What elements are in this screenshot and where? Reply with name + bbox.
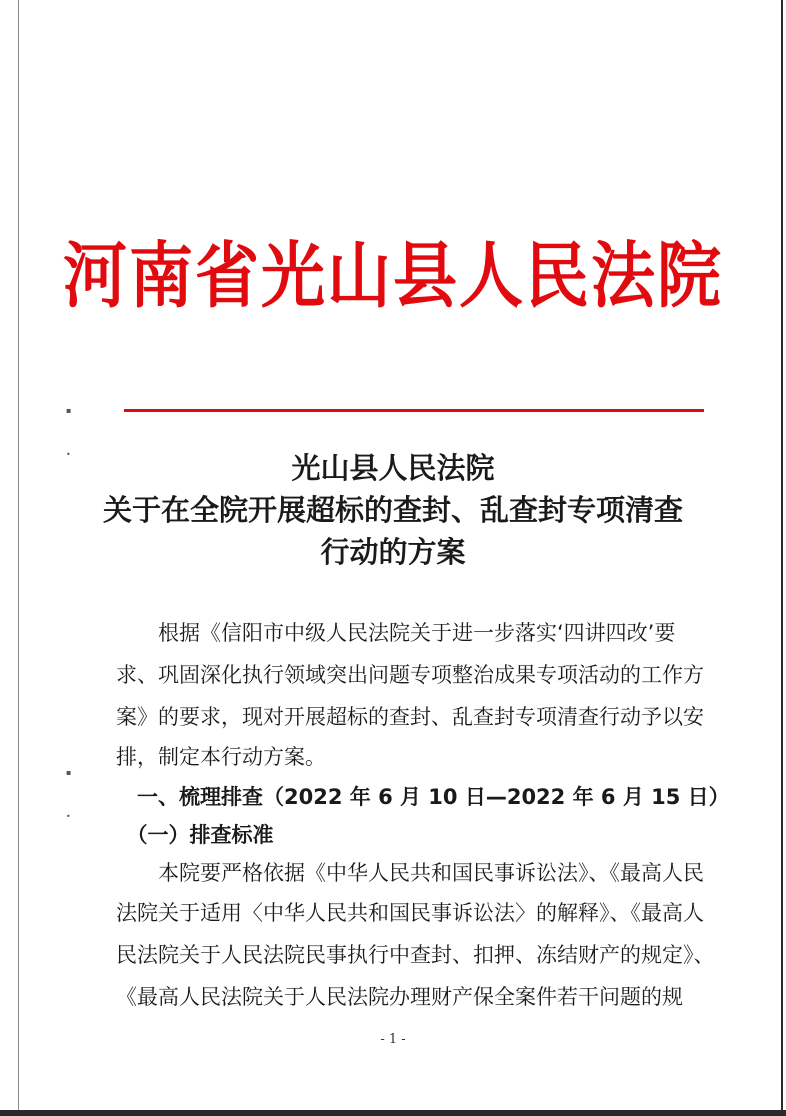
scan-edge-bottom — [0, 1110, 786, 1116]
intro-paragraph-line: 求、巩固深化执行领域突出问题专项整治成果专项活动的工作方 — [116, 663, 704, 687]
punch-mark: • — [66, 812, 71, 821]
body-paragraph-line: 法院关于适用〈中华人民共和国民事诉讼法〉的解释》、《最高人 — [116, 901, 704, 925]
document-title-line-1: 光山县人民法院 — [291, 451, 495, 485]
intro-paragraph-line: 排，制定本行动方案。 — [116, 745, 326, 769]
subsection-heading-1: （一）排查标准 — [116, 823, 274, 847]
intro-paragraph-line: 案》的要求，现对开展超标的查封、乱查封专项清查行动予以安 — [116, 705, 704, 729]
body-paragraph-line: 本院要严格依据《中华人民共和国民事诉讼法》、《最高人民 — [116, 861, 704, 885]
body-paragraph-line: 民法院关于人民法院民事执行中查封、扣押、冻结财产的规定》、 — [116, 943, 715, 967]
red-divider-line — [124, 409, 704, 412]
document-title-line-3: 行动的方案 — [320, 535, 466, 569]
section-heading-1: 一、梳理排查（2022 年 6 月 10 日—2022 年 6 月 15 日） — [116, 785, 730, 809]
page-number: - 1 - — [380, 1032, 406, 1047]
document-title-line-2: 关于在全院开展超标的查封、乱查封专项清查 — [102, 493, 683, 527]
document-header-institution: 河南省光山县人民法院 — [63, 234, 723, 319]
punch-mark: ▪ — [66, 768, 72, 777]
punch-mark: • — [66, 450, 71, 459]
punch-mark: ▪ — [66, 406, 72, 415]
intro-paragraph-line: 根据《信阳市中级人民法院关于进一步落实‘四讲四改’要 — [116, 621, 676, 645]
body-paragraph-line: 《最高人民法院关于人民法院办理财产保全案件若干问题的规 — [116, 985, 683, 1009]
